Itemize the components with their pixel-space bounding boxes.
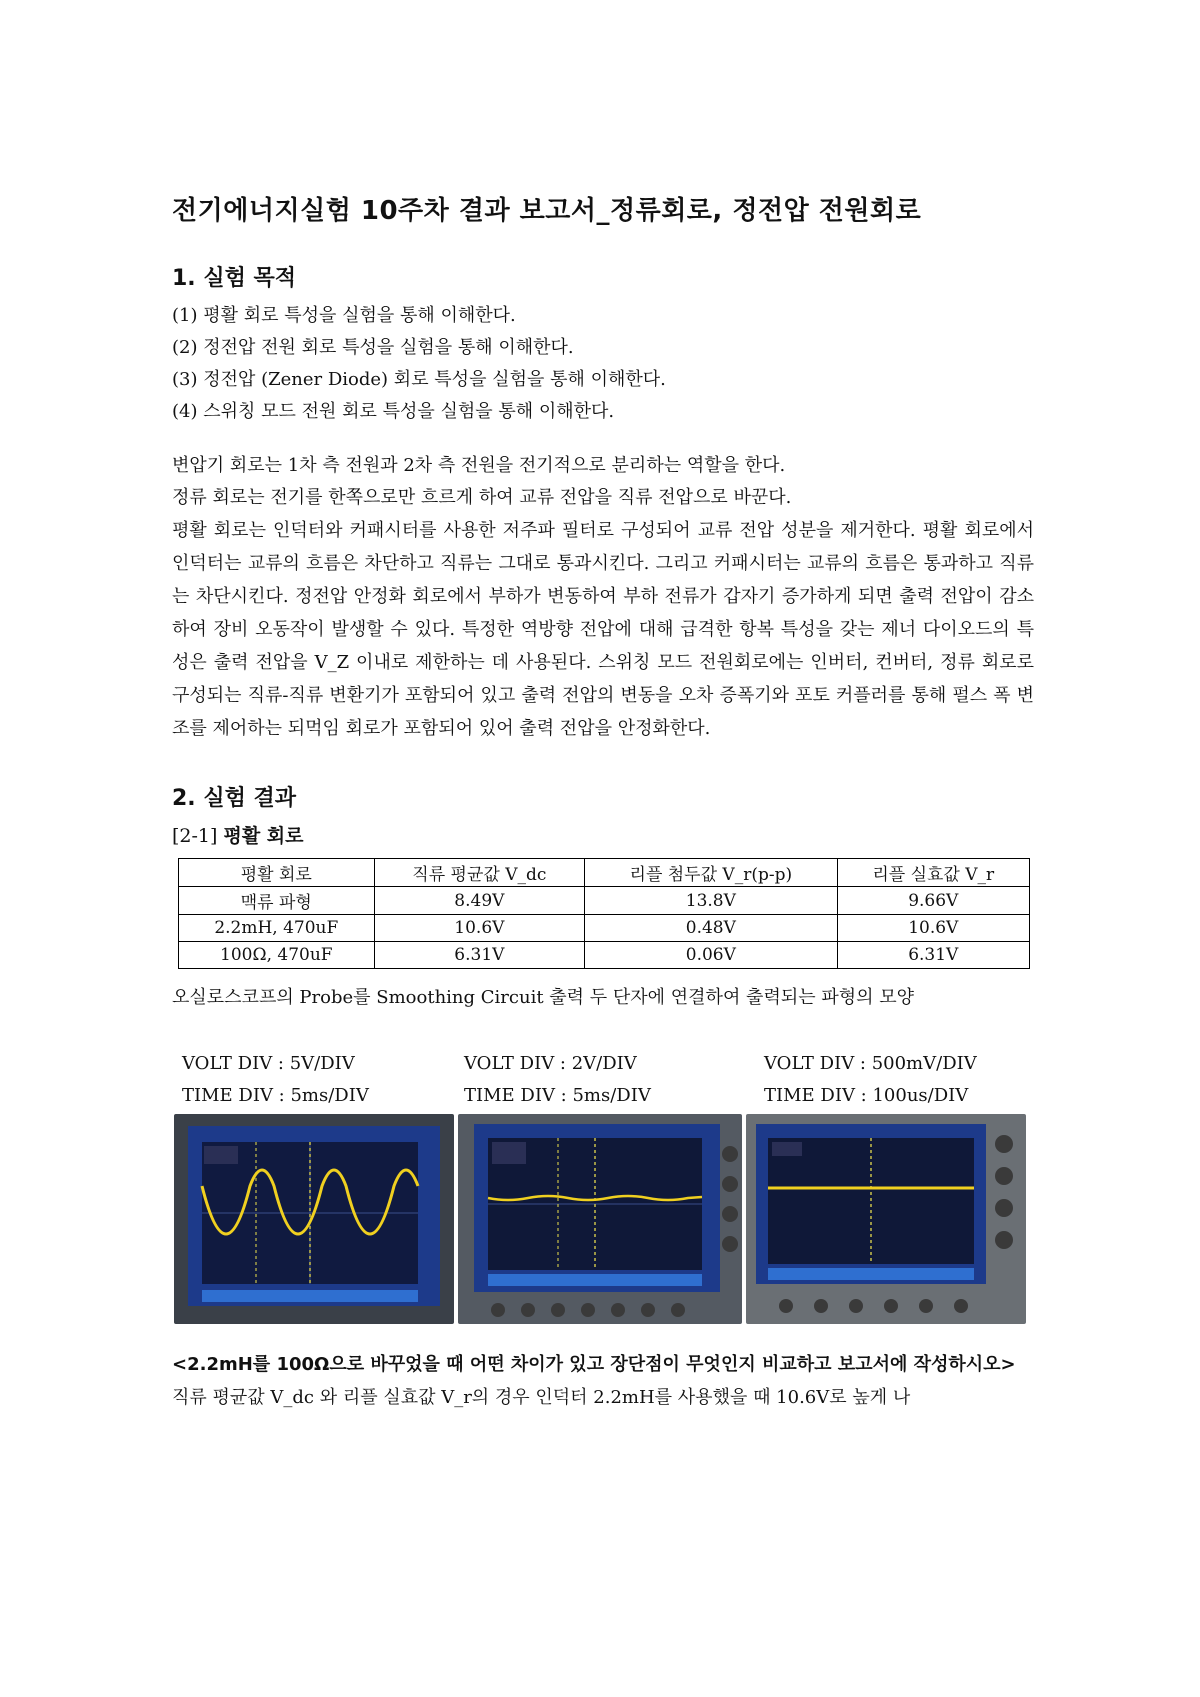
time-div-label: TIME DIV : 5ms/DIV bbox=[182, 1085, 369, 1106]
table-cell: 13.8V bbox=[585, 887, 837, 915]
intro-line: 정류 회로는 전기를 한쪽으로만 흐르게 하여 교류 전압을 직류 전압으로 바꾼다. bbox=[172, 487, 792, 508]
table-cell: 8.49V bbox=[374, 887, 585, 915]
section-1-heading: 1. 실험 목적 bbox=[172, 266, 296, 291]
objective-item: (3) 정전압 (Zener Diode) 회로 특성을 실험을 통해 이해한다. bbox=[172, 369, 666, 390]
scope-1-settings bbox=[182, 1048, 369, 1112]
table-header: 리플 첨두값 V_r(p-p) bbox=[585, 859, 837, 887]
table-cell: 9.66V bbox=[837, 887, 1029, 915]
table-cell: 10.6V bbox=[837, 915, 1029, 942]
time-div-label: TIME DIV : 5ms/DIV bbox=[464, 1085, 651, 1106]
subsection-number: [2-1] bbox=[172, 825, 218, 847]
page-title: 전기에너지실험 10주차 결과 보고서_정류회로, 정전압 전원회로 bbox=[172, 196, 922, 226]
objective-item: (4) 스위칭 모드 전원 회로 특성을 실험을 통해 이해한다. bbox=[172, 401, 615, 422]
objective-item: (2) 정전압 전원 회로 특성을 실험을 통해 이해한다. bbox=[172, 337, 574, 358]
table-header: 리플 실효값 V_r bbox=[837, 859, 1029, 887]
table-cell: 0.48V bbox=[585, 915, 837, 942]
answer-text: 직류 평균값 V_dc 와 리플 실효값 V_r의 경우 인덕터 2.2mH를 사용했을 때 10.6V로 높게 나 bbox=[172, 1387, 911, 1408]
volt-div-label: VOLT DIV : 2V/DIV bbox=[464, 1053, 637, 1074]
results-table bbox=[178, 858, 1030, 969]
oscilloscope-waveform-2 bbox=[458, 1114, 742, 1324]
question-text: <2.2mH를 100Ω으로 바꾸었을 때 어떤 차이가 있고 장단점이 무엇인지 비교하고 보고서에 작성하시오> bbox=[172, 1354, 1016, 1375]
subsection-title: 평활 회로 bbox=[223, 825, 304, 847]
theory-paragraph: 평활 회로는 인덕터와 커패시터를 사용한 저주파 필터로 구성되어 교류 전압 성분을 제거한다. 평활 회로에서 인덕터는 교류의 흐름은 차단하고 직류는 그대로 통과시킨다. 그리고 커패시터는 교류의 흐름은 통과하고 직류는 차단시킨다. 정전압 안정화 회로에서 부하가 변동하여 부하 전류가 갑자기 증가하게 되면 출력 전압이 감소하여 장비 오동작이 발생할 수 있다. 특정한 역방향 전압에 대해 급격한 항복 특성을 갖는 제너 다이오드의 특성은 출력 전압을 V_Z 이내로 제한하는 데 사용된다. 스위칭 모드 전원회로에는 인버터, 컨버터, 정류 회로로 구성되는 직류-직류 변환기가 포함되어 있고 출력 전압의 변동을 오차 증폭기와 포토 커플러를 통해 펄스 폭 변조를 제어하는 되먹임 회로가 포함되어 있어 출력 전압을 안정화한다. bbox=[172, 520, 1034, 739]
oscilloscope-waveform-3 bbox=[746, 1114, 1026, 1324]
oscilloscope-photo bbox=[174, 1114, 454, 1324]
section-2-heading: 2. 실험 결과 bbox=[172, 786, 296, 811]
table-cell: 6.31V bbox=[837, 942, 1029, 969]
table-cell: 6.31V bbox=[374, 942, 585, 969]
table-row bbox=[179, 915, 1030, 942]
volt-div-label: VOLT DIV : 5V/DIV bbox=[182, 1053, 355, 1074]
scope-3-settings bbox=[764, 1048, 977, 1112]
scope-2-settings bbox=[464, 1048, 651, 1112]
table-cell: 10.6V bbox=[374, 915, 585, 942]
volt-div-label: VOLT DIV : 500mV/DIV bbox=[764, 1053, 977, 1074]
table-header-row bbox=[179, 859, 1030, 887]
oscilloscope-photo bbox=[746, 1114, 1026, 1324]
oscilloscope-figures bbox=[172, 1048, 1034, 1338]
table-row bbox=[179, 887, 1030, 915]
document-page bbox=[172, 190, 1034, 1414]
figure-caption: 오실로스코프의 Probe를 Smoothing Circuit 출력 두 단자에 연결하여 출력되는 파형의 모양 bbox=[172, 987, 914, 1008]
oscilloscope-waveform-1 bbox=[174, 1114, 454, 1324]
table-cell: 100Ω, 470uF bbox=[179, 942, 375, 969]
table-cell: 0.06V bbox=[585, 942, 837, 969]
oscilloscope-photo bbox=[458, 1114, 742, 1324]
intro-line: 변압기 회로는 1차 측 전원과 2차 측 전원을 전기적으로 분리하는 역할을 한다. bbox=[172, 455, 786, 476]
table-cell: 2.2mH, 470uF bbox=[179, 915, 375, 942]
table-cell: 맥류 파형 bbox=[179, 887, 375, 915]
table-header: 직류 평균값 V_dc bbox=[374, 859, 585, 887]
time-div-label: TIME DIV : 100us/DIV bbox=[764, 1085, 969, 1106]
objective-item: (1) 평활 회로 특성을 실험을 통해 이해한다. bbox=[172, 305, 516, 326]
table-header: 평활 회로 bbox=[179, 859, 375, 887]
table-row bbox=[179, 942, 1030, 969]
subsection-heading bbox=[172, 820, 1034, 852]
